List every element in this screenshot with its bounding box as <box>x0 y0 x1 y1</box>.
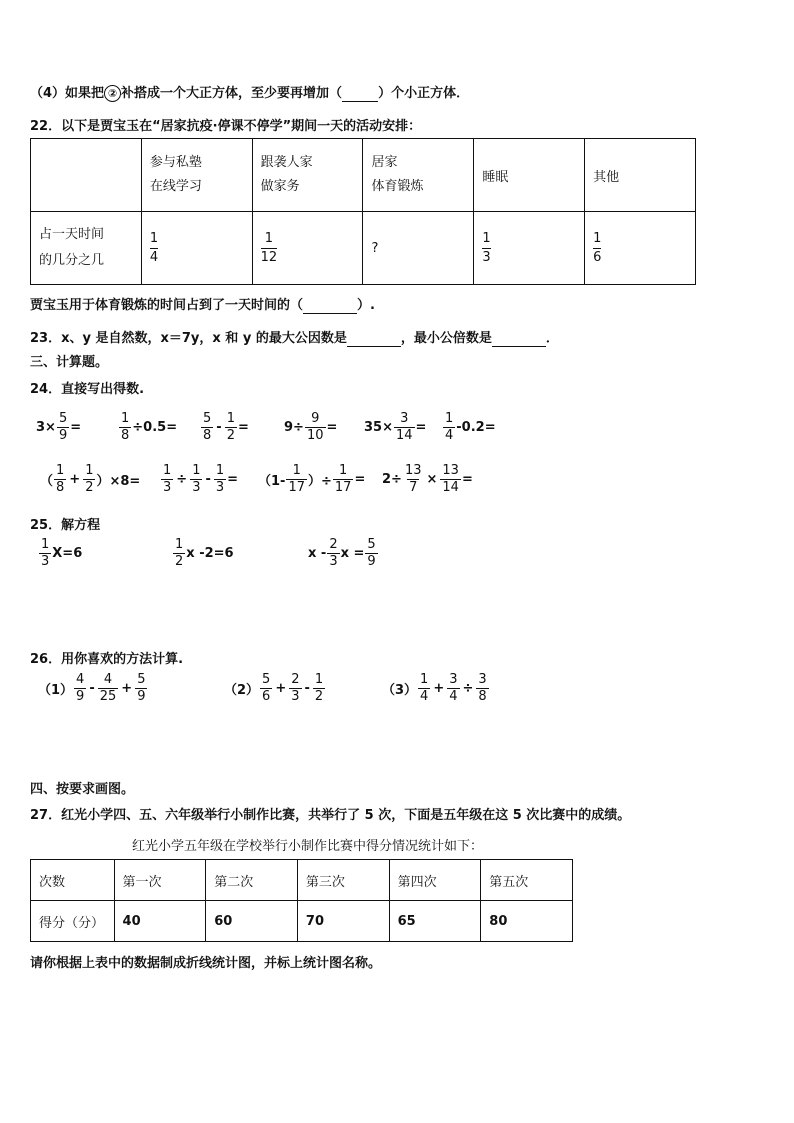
q27-score-table <box>30 859 573 942</box>
q25-equation-3: x - $\frac{2}{3}$ x = $\frac{5}{9}$ <box>308 537 376 569</box>
q24-expr-6: $\frac{1}{4}$ -0.2= <box>445 411 496 443</box>
row-label-cell: 得分（分） <box>31 901 115 942</box>
table-header-row <box>31 860 573 901</box>
gcd-answer-blank[interactable] <box>347 331 401 347</box>
table-header-row <box>31 139 696 212</box>
q24-expr-7: （ $\frac{1}{8}$ + $\frac{1}{2}$ ）×8= <box>40 463 141 495</box>
header-cell: 第五次 <box>481 860 573 901</box>
header-cell: 居家 体育锻炼 <box>363 139 474 212</box>
q25-title: 25．解方程 <box>30 518 101 533</box>
header-cell: 睡眠 <box>474 139 585 212</box>
score-cell: 60 <box>206 901 298 942</box>
circled-number-2: ② <box>104 85 121 102</box>
table-data-row <box>31 212 696 285</box>
score-cell: 40 <box>114 901 206 942</box>
q27-title: 27．红光小学四、五、六年级举行小制作比赛，共举行了 5 次，下面是五年级在这 5 次比赛中的成绩。 <box>30 808 631 823</box>
q27-table-caption: 红光小学五年级在学校举行小制作比赛中得分情况统计如下： <box>132 839 484 854</box>
score-cell: 70 <box>297 901 389 942</box>
table-corner-cell <box>31 139 142 212</box>
q24-expr-10: 2÷ $\frac{13}{7}$ × $\frac{13}{14}$ = <box>382 463 473 495</box>
table-data-row <box>31 901 573 942</box>
answer-blank[interactable] <box>303 298 357 314</box>
q24-title: 24．直接写出得数. <box>30 382 145 397</box>
q24-expr-8: $\frac{1}{3}$ ÷ $\frac{1}{3}$ - $\frac{1}{3}$ = <box>163 463 239 495</box>
section-3-heading: 三、计算题。 <box>30 355 109 370</box>
q25-equation-2: $\frac{1}{2}$ x -2=6 <box>175 537 234 569</box>
row-label-cell: 次数 <box>31 860 115 901</box>
unknown-value-cell: ? <box>363 212 474 285</box>
answer-blank[interactable] <box>342 86 378 102</box>
value-cell: $\frac{1}{12}$ <box>252 212 363 285</box>
value-cell: $\frac{1}{3}$ <box>474 212 585 285</box>
lcm-answer-blank[interactable] <box>492 331 546 347</box>
q22-question: 贾宝玉用于体育锻炼的时间占到了一天时间的（ ）. <box>30 298 375 313</box>
header-cell: 第一次 <box>114 860 206 901</box>
q24-expr-3: $\frac{5}{8}$ - $\frac{1}{2}$ = <box>203 411 249 443</box>
q24-expr-4: 9÷ $\frac{9}{10}$ = <box>284 411 338 443</box>
value-cell: $\frac{1}{4}$ <box>141 212 252 285</box>
row-label-cell: 占一天时间 的几分之几 <box>31 212 142 285</box>
q26-expr-1: （1） $\frac{4}{9}$ - $\frac{4}{25}$ + $\frac{5}{9}$ <box>38 672 146 704</box>
q26-expr-3: （3） $\frac{1}{4}$ + $\frac{3}{4}$ ÷ $\frac{3}{8}$ <box>382 672 487 704</box>
header-cell: 第二次 <box>206 860 298 901</box>
q21-part4: （4）如果把 ② 补搭成一个大正方体，至少要再增加（ ）个小正方体． <box>30 86 470 101</box>
value-cell: $\frac{1}{6}$ <box>585 212 696 285</box>
q22-title: 22．以下是贾宝玉在“居家抗疫·停课不停学”期间一天的活动安排： <box>30 119 422 134</box>
q24-expr-9: （1- $\frac{1}{17}$ ）÷ $\frac{1}{17}$ = <box>258 463 366 495</box>
q27-instruction: 请你根据上表中的数据制成折线统计图，并标上统计图名称。 <box>30 956 382 971</box>
header-cell: 参与私塾 在线学习 <box>141 139 252 212</box>
q22-schedule-table <box>30 138 696 285</box>
header-cell: 其他 <box>585 139 696 212</box>
q26-expr-2: （2） $\frac{5}{6}$ + $\frac{2}{3}$ - $\frac{1}{2}$ <box>224 672 324 704</box>
header-cell: 第三次 <box>297 860 389 901</box>
q26-title: 26．用你喜欢的方法计算. <box>30 652 184 667</box>
header-cell: 第四次 <box>389 860 481 901</box>
score-cell: 65 <box>389 901 481 942</box>
q24-expr-5: 35× $\frac{3}{14}$ = <box>364 411 427 443</box>
q24-expr-1: 3× $\frac{5}{9}$ = <box>36 411 82 443</box>
header-cell: 跟袭人家 做家务 <box>252 139 363 212</box>
q23: 23．x、y 是自然数，x＝7y，x 和 y 的最大公因数是 ，最小公倍数是 ． <box>30 331 559 346</box>
score-cell: 80 <box>481 901 573 942</box>
q24-expr-2: $\frac{1}{8}$ ÷0.5= <box>121 411 178 443</box>
section-4-heading: 四、按要求画图。 <box>30 782 135 797</box>
q25-equation-1: $\frac{1}{3}$ X=6 <box>41 537 83 569</box>
